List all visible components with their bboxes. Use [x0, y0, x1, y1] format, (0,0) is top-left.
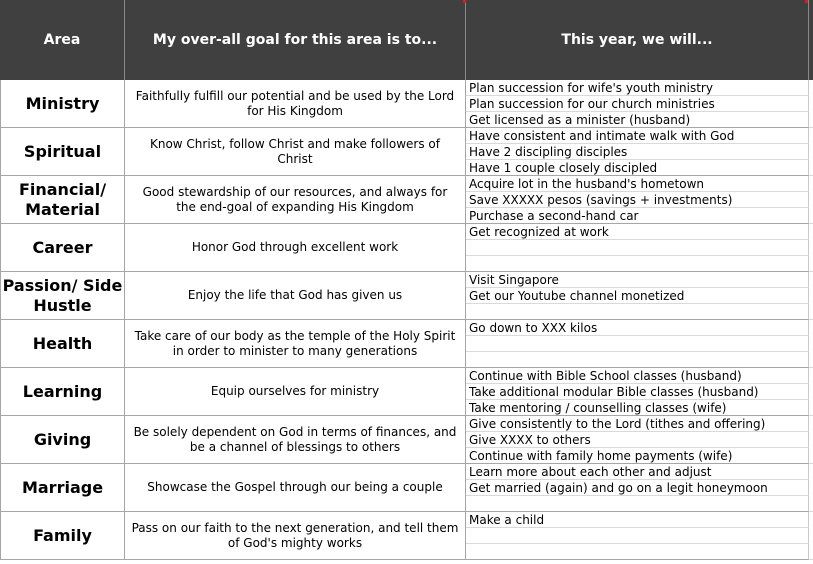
empty-cell[interactable]	[809, 416, 813, 464]
empty-cell[interactable]	[809, 512, 813, 560]
plan-item[interactable]	[466, 528, 809, 544]
goal-cell[interactable]: Take care of our body as the temple of the Holy Spirit in order to minister to many generations	[125, 320, 466, 368]
plan-cell	[466, 224, 809, 272]
plan-item[interactable]: Get recognized at work	[466, 224, 809, 240]
plan-item[interactable]: Plan succession for wife's youth ministry	[466, 80, 809, 96]
plan-item[interactable]: Get married (again) and go on a legit honeymoon	[466, 480, 809, 496]
goal-cell[interactable]: Equip ourselves for ministry	[125, 368, 466, 416]
empty-cell[interactable]	[809, 224, 813, 272]
empty-cell[interactable]	[809, 368, 813, 416]
header-area[interactable]: Area	[0, 0, 125, 80]
plan-item[interactable]: Plan succession for our church ministries	[466, 96, 809, 112]
plan-cell	[466, 368, 809, 416]
plan-item[interactable]: Make a child	[466, 512, 809, 528]
goal-cell[interactable]: Enjoy the life that God has given us	[125, 272, 466, 320]
goal-cell[interactable]: Be solely dependent on God in terms of finances, and be a channel of blessings to others	[125, 416, 466, 464]
plan-item[interactable]	[466, 336, 809, 352]
plan-item[interactable]: Have 2 discipling disciples	[466, 144, 809, 160]
plan-item[interactable]	[466, 496, 809, 512]
goal-cell[interactable]: Faithfully fulfill our potential and be used by the Lord for His Kingdom	[125, 80, 466, 128]
plan-cell	[466, 320, 809, 368]
plan-item[interactable]: Save XXXXX pesos (savings + investments)	[466, 192, 809, 208]
table-row	[0, 320, 813, 368]
plan-item[interactable]: Have 1 couple closely discipled	[469, 161, 658, 175]
area-cell[interactable]: Passion/ Side Hustle	[0, 272, 125, 320]
table-row	[0, 272, 813, 320]
area-cell[interactable]: Family	[0, 512, 125, 560]
header-this-year[interactable]: This year, we will...	[466, 0, 809, 80]
plan-item[interactable]: Learn more about each other and adjust	[466, 464, 809, 480]
plan-item[interactable]: Acquire lot in the husband's hometown	[466, 176, 809, 192]
goal-cell[interactable]: Honor God through excellent work	[125, 224, 466, 272]
area-cell[interactable]: Financial/ Material	[0, 176, 125, 224]
plan-item[interactable]: Go down to XXX kilos	[466, 320, 809, 336]
plan-item[interactable]: Get our Youtube channel monetized	[466, 288, 809, 304]
plan-item[interactable]	[466, 544, 809, 560]
plan-item[interactable]: Take additional modular Bible classes (husband)	[466, 384, 809, 400]
area-cell[interactable]: Career	[0, 224, 125, 272]
area-cell[interactable]: Ministry	[0, 80, 125, 128]
plan-item[interactable]: Visit Singapore	[466, 272, 809, 288]
empty-cell[interactable]	[809, 176, 813, 224]
cell-marker	[805, 0, 808, 3]
empty-cell[interactable]	[809, 272, 813, 320]
table-row	[0, 368, 813, 416]
plan-item[interactable]: Continue with Bible School classes (husband)	[466, 368, 809, 384]
plan-item[interactable]: Get licensed as a minister (husband)	[469, 113, 691, 127]
plan-item[interactable]: Give consistently to the Lord (tithes and offering)	[466, 416, 809, 432]
plan-item[interactable]: Purchase a second-hand car	[469, 209, 639, 223]
table-row	[0, 128, 813, 176]
goal-cell[interactable]: Know Christ, follow Christ and make followers of Christ	[125, 128, 466, 176]
plan-item[interactable]	[466, 352, 809, 368]
table-row	[0, 176, 813, 224]
cell-marker	[463, 0, 466, 3]
goal-cell[interactable]: Good stewardship of our resources, and always for the end-goal of expanding His Kingdom	[125, 176, 466, 224]
plan-item[interactable]: Take mentoring / counselling classes (wife)	[469, 401, 727, 415]
header-goal[interactable]: My over-all goal for this area is to...	[125, 0, 466, 80]
empty-cell[interactable]	[809, 128, 813, 176]
area-cell[interactable]: Spiritual	[0, 128, 125, 176]
table-row	[0, 512, 813, 560]
table-row	[0, 416, 813, 464]
plan-cell	[466, 512, 809, 560]
empty-cell[interactable]	[809, 80, 813, 128]
table-row	[0, 224, 813, 272]
table-row	[0, 464, 813, 512]
plan-item[interactable]: Have consistent and intimate walk with God	[466, 128, 809, 144]
plan-item[interactable]	[466, 256, 809, 272]
empty-cell[interactable]	[809, 464, 813, 512]
plan-item[interactable]	[466, 304, 809, 320]
plan-item[interactable]	[466, 240, 809, 256]
table-row	[0, 80, 813, 128]
goal-cell[interactable]: Showcase the Gospel through our being a couple	[125, 464, 466, 512]
plan-item[interactable]: Give XXXX to others	[466, 432, 809, 448]
plan-cell	[466, 464, 809, 512]
area-cell[interactable]: Learning	[0, 368, 125, 416]
plan-cell	[466, 176, 809, 224]
empty-cell[interactable]	[809, 320, 813, 368]
plan-item[interactable]: Continue with family home payments (wife)	[469, 449, 733, 463]
plan-cell	[466, 416, 809, 464]
area-cell[interactable]: Marriage	[0, 464, 125, 512]
area-cell[interactable]: Giving	[0, 416, 125, 464]
header-next-column[interactable]	[809, 0, 813, 80]
goal-cell[interactable]: Pass on our faith to the next generation, and tell them of God's mighty works	[125, 512, 466, 560]
plan-cell	[466, 80, 809, 128]
area-cell[interactable]: Health	[0, 320, 125, 368]
plan-cell	[466, 272, 809, 320]
plan-cell	[466, 128, 809, 176]
